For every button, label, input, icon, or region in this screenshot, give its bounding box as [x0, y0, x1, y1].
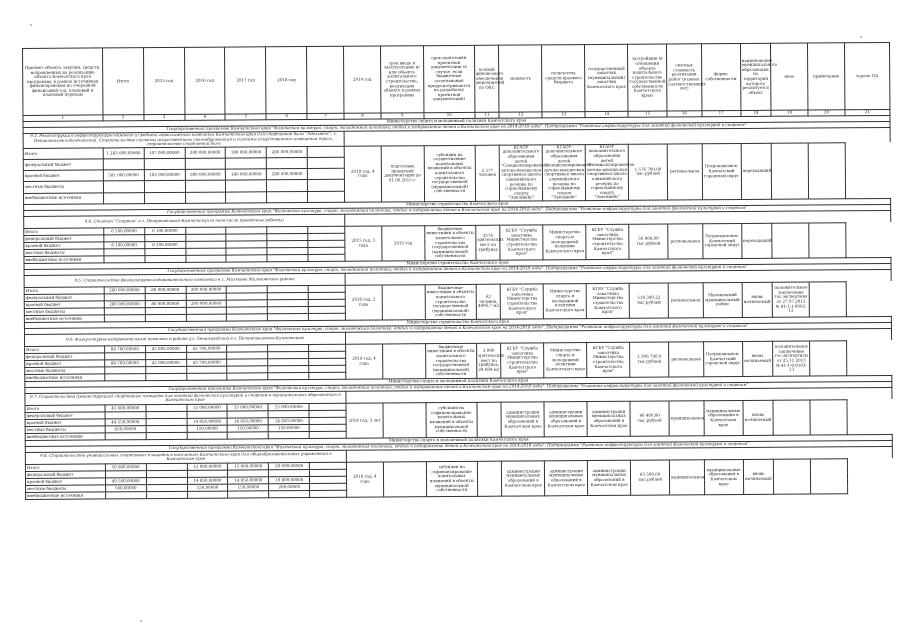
amount-2017: 14 850,00000 [228, 477, 269, 484]
note [771, 143, 808, 199]
finance-form: бюджетные инвестиции в объекты капитального строительства государственной (муниципальной) собственности [425, 343, 476, 378]
section-title: Министерство спорта и молодежной политики Камчатского края [25, 434, 892, 446]
finance-source-label: Итого [24, 287, 104, 295]
amount-2018: 280 000,00000 [266, 146, 307, 158]
amount-2018: 19 800,00000 [269, 476, 310, 483]
program-title: Государственная программа Камчатского края "Физическая культура, спорт, молодежная политика, отдых и оздоровление детей в Камчатском крае на 2014-2018 годы". Подпрограмма "Развитие инфраструктуры для занятий физической культурой и спортом" [23, 121, 890, 133]
investment-table [22, 42, 893, 500]
amount-2018: 280 000,00000 [267, 169, 308, 181]
amount-2016: 15 000,00000 [187, 463, 228, 470]
note [774, 459, 811, 494]
estimated-cost: 56 896,00 тыс.рублей [629, 224, 668, 259]
capacity: 2 577 человек [475, 145, 500, 201]
amount-2015: 6 100,00000 [144, 227, 185, 234]
amount-total: 88 700,00000 [104, 360, 145, 367]
scan-speck [30, 24, 32, 26]
finance-form: бюджетные инвестиции в объекты капитального строительства государственной (муниципальной) собственности [425, 284, 476, 319]
amount-2017 [228, 491, 269, 498]
column-number: 11 [475, 112, 500, 118]
finance-form: бюджетные инвестиции в объекты капитального строительства государственной (муниципальной) собственности [424, 225, 475, 260]
amount-2015: 6 100,00000 [144, 241, 185, 248]
amount-2016: 43 700,00000 [186, 345, 227, 352]
amount-total [103, 192, 144, 204]
municipality: Петропавловск-Камчатский городской округ [702, 143, 741, 199]
column-number: 13 [542, 112, 585, 118]
amount-total: 6 100,00000 [103, 228, 144, 235]
municipality: Мильковский муниципальный район [703, 282, 742, 317]
finance-source-label: краевой бюджет [24, 301, 104, 309]
program-title: Государственная программа Камчатского края "Физическая культура, спорт, молодежная политика, отдых и оздоровление детей в Камчатском крае на 2014-2018 годы". Подпрограмма "Развитие инфраструктуры для занятий физической культурой и спортом" [24, 322, 891, 334]
developer: КГБУ "Служба заказчика Министерства строительства Камчатского края" [587, 342, 630, 377]
amount-2018: 20 000,00000 [269, 462, 310, 469]
amount-2015 [144, 181, 185, 193]
ownership-form: муниципальная [669, 460, 704, 495]
column-number: 14 [585, 111, 628, 117]
note [773, 400, 810, 435]
estimated-cost: 65 500,00 тыс.рублей [631, 460, 670, 495]
finance-source-label: местные бюджеты [24, 308, 104, 316]
header-cell: срок подготовки проектной документации (в случае, если бюджетные ассигнования предусматриваются на разработку проектной документации) [423, 45, 475, 112]
amount-2015: 80 000,00000 [145, 300, 186, 307]
funds-recipient: КГБУ "Служба заказчика Министерства строительства Камчатского края" [501, 343, 544, 378]
finance-source-label: Итого [25, 464, 105, 472]
finance-source-label: внебюджетные источники [26, 492, 106, 500]
commissioning-term: 2018 год, 4 года [346, 344, 383, 379]
program-title: Государственная программа Камчатского края "Физическая культура, спорт, молодежная политика, отдых и оздоровление детей в Камчатском крае на 2014-2018 годы". Подпрограмма "Развитие инфраструктуры для занятий физической культурой и спортом" [24, 263, 891, 275]
task-cell [810, 341, 847, 376]
table-header-row [23, 42, 890, 115]
program-title: Государственная программа Камчатского края "Физическая культура, спорт, молодежная политика, отдых и оздоровление детей в Камчатском крае на 2014-2018 годы". Подпрограмма "Развитие инфраструктуры для занятий физической культурой и спортом" [25, 381, 892, 393]
amount-2017: 150,00000 [228, 484, 269, 491]
header-cell [307, 46, 344, 113]
header-cell: примечание [808, 43, 845, 110]
finance-source-label: Итого [25, 346, 105, 354]
task-cell [810, 400, 847, 435]
estimated-cost: 2 306 700,0 тыс.рублей [630, 342, 669, 377]
amount-2015: 107 000,00000 [144, 147, 185, 159]
amount-2018 [267, 158, 308, 170]
amount-2016 [187, 491, 228, 498]
task-cell [808, 143, 845, 199]
amount-2017: 180 000,00000 [226, 169, 267, 181]
capacity [477, 402, 502, 437]
column-number: 4 [184, 114, 225, 120]
finance-form: субсидии на осуществление капитальных вложений в объекты капитального строительства государственной (муниципальной) собственности [424, 145, 475, 201]
object-status: вновь начинаемый [742, 282, 773, 317]
header-cell: полный финансового обеспечения мероприятий по ОКС [474, 45, 499, 112]
amount-2016: 200 000,00000 [186, 286, 227, 293]
amount-2018 [267, 191, 308, 203]
finance-source-label: федеральный бюджет [25, 353, 105, 361]
header-cell: 2016 год [184, 47, 225, 114]
estimated-cost: 514 389,22 тыс.рублей [629, 283, 668, 318]
finance-source-label: краевой бюджет [25, 419, 105, 427]
finance-source-label: краевой бюджет [24, 242, 104, 250]
funds-recipient: администрации муниципальных образований в Камчатском крае [502, 461, 545, 496]
state-customer: Министерство спорта и молодежной политики Камчатского края [543, 224, 586, 259]
developer: администрации муниципальных образований в Камчатском крае [587, 401, 630, 436]
header-cell: иное [771, 43, 808, 110]
object-status: вновь начинаемый [743, 400, 774, 435]
finance-source-label: федеральный бюджет [25, 412, 105, 420]
finance-form: субсидии на софинансирование капитальных вложений в объекты муниципальной собственности [426, 402, 477, 437]
scan-speck [860, 36, 862, 38]
amount-2019 [307, 146, 344, 157]
header-cell: 2019 год [343, 46, 380, 113]
finance-source-label: краевой бюджет [23, 170, 103, 182]
funds-recipient: КГБУ "Служба заказчика Министерства строительства Камчатского края" [501, 284, 544, 319]
state-customer: Министерство спорта и молодежной политики Камчатского края [544, 342, 587, 377]
amount-2015: 80 000,00000 [145, 286, 186, 293]
finance-form: субсидии на софинансирование капитальных вложений в объекты муниципальной собственности [426, 461, 477, 496]
amount-total: 50 000,00000 [105, 464, 146, 471]
amount-2016: 150,00000 [187, 425, 228, 432]
section-title: Министерство строительства Камчатского края [24, 316, 891, 328]
finance-source-label: Итого [24, 228, 104, 236]
header-cell: застройщик (в отношении объекта капитального строительства государственной собственности Камчатского края) [628, 44, 667, 111]
amount-2015: 45 000,00000 [145, 359, 186, 366]
section-title: Министерство спорта и молодежной политики Камчатского края [23, 115, 890, 127]
task-cell [810, 459, 847, 494]
object-title: 9.5. Строительство физкультурно-оздоровительного комплекса в с. Мильково Мильковского района [24, 273, 345, 287]
column-number: 1 [23, 115, 103, 122]
commissioning-term: 2018 год, 3 лет [346, 403, 383, 438]
capacity: 2 000 зрительских мест на трибунах, 24 684 м2 [476, 343, 501, 378]
amount-total [103, 159, 144, 171]
amount-2016 [185, 192, 226, 204]
funds-recipient: КГБУ "Служба заказчика Министерства строительства Камчатского края" [500, 225, 543, 260]
amount-2015 [144, 158, 185, 170]
estimated-cost: 1 576 700,00 тыс.рублей [628, 144, 667, 200]
section-title: Министерство строительства Камчатского края [24, 257, 891, 269]
amount-2017: 180 000,00000 [226, 147, 267, 159]
amount-total: 581 000,00000 [103, 170, 144, 182]
commissioning-term: 2018 год, 4 года [344, 146, 381, 202]
column-number: 18 [741, 110, 772, 116]
amount-2018: 15 000,00000 [268, 403, 309, 410]
finance-source-label: Итого [23, 148, 103, 160]
header-cell: Итого [102, 48, 143, 115]
amount-total: 45 000,00000 [105, 405, 146, 412]
finance-source-label: внебюджетные источники [24, 315, 104, 323]
header-cell: получатель средств краевого бюджета [542, 45, 585, 112]
ownership-form: региональная [668, 283, 703, 318]
capacity: 62 человек, 4406,7 м2 [476, 284, 501, 319]
amount-total: 280 000,00000 [104, 301, 145, 308]
amount-2018 [267, 180, 308, 192]
object-title: 9.6. Физкультурно-оздоровительный комплекс в районе ул. Ленинградской в г. Петропавловске-Камчатском [24, 332, 345, 346]
object-status: переходящий [741, 223, 772, 258]
estimated-cost: 46 400,00 тыс.рублей [630, 401, 669, 436]
document-sheet [22, 42, 894, 608]
developer: КГБУ "Служба заказчика Министерства строительства Камчатского края" [586, 224, 629, 259]
amount-2019 [307, 157, 344, 168]
column-number: 19 [771, 110, 808, 116]
note: положительное заключение гос.экспертизы от 25.11.2013 № 41-1-6-0103-13 [773, 341, 810, 376]
note [772, 223, 809, 258]
design-term [383, 403, 426, 438]
amount-2016: 150,00000 [187, 484, 228, 491]
amount-2016: 15 000,00000 [187, 404, 228, 411]
header-cell: 2018 год [266, 47, 307, 114]
amount-2017: 15 000,00000 [227, 404, 268, 411]
amount-total [103, 181, 144, 193]
state-customer: КГАОУ дополнительного образования детей "Специализированная детско-юношеская спортивная школа олимпийского резерва по горнолыжному спорту "Эдельвейс" [544, 143, 592, 200]
object-title: 9.4. Стадион "Спартак" в г. Петропавловск-Камчатский (в том числе проектные работы) [24, 214, 345, 228]
amount-2017 [226, 180, 267, 192]
column-number: 15 [628, 111, 667, 117]
header-cell: задача ОД [844, 42, 890, 109]
amount-2016 [185, 158, 226, 170]
column-number: 16 [667, 111, 702, 117]
amount-2015: 45 000,00000 [145, 345, 186, 352]
ownership-form: региональная [667, 144, 702, 200]
column-number: 20 [808, 110, 845, 116]
object-status: вновь начинаемый [743, 459, 774, 494]
funds-recipient: КГАОУ дополнительного образования детей "Специализированная детско-юношеская спортивная школа олимпийского резерва по горнолыжному спорту "Эдельвейс" [501, 144, 549, 200]
column-number: 17 [702, 110, 741, 116]
finance-source-label: Итого [25, 405, 105, 413]
amount-2019 [308, 191, 345, 203]
task-cell [809, 282, 846, 317]
amount-total: 450,00000 [105, 426, 146, 433]
municipality: Петропавловск-Камчатский городской округ [703, 223, 742, 258]
municipality: муниципальные образования в Камчатском крае [704, 459, 743, 494]
finance-source-label: местные бюджеты [25, 367, 105, 375]
column-number: 3 [144, 114, 185, 120]
developer: КГАОУ дополнительного образования детей "Специализированная детско-юношеская спортивная школа олимпийского резерва по горнолыжному спорту "Эдельвейс" [587, 143, 635, 200]
ownership-form: региональная [669, 342, 704, 377]
amount-2015: 102 000,00000 [144, 170, 185, 182]
header-cell: государственный заказчик (муниципальный) заказчик Камчатского края [585, 44, 628, 111]
amount-2016: 14 850,00000 [187, 418, 228, 425]
amount-total: 44 550,00000 [105, 419, 146, 426]
column-number: 7 [307, 113, 344, 119]
amount-2017 [226, 158, 267, 170]
object-status: вновь начинаемый [742, 341, 773, 376]
scan-speck [140, 620, 142, 622]
amount-2016: 43 700,00000 [186, 359, 227, 366]
finance-source-label: федеральный бюджет [24, 294, 104, 302]
amount-2019 [310, 490, 347, 497]
finance-source-label: местные бюджеты [26, 485, 106, 493]
amount-2016 [185, 181, 226, 193]
finance-source-label: местные бюджеты [25, 426, 105, 434]
finance-source-label: местные бюджеты [23, 181, 103, 193]
amount-total: 280 000,00000 [104, 287, 145, 294]
finance-source-label: внебюджетные источники [25, 433, 105, 441]
design-term [383, 462, 426, 497]
capacity [477, 461, 502, 496]
amount-2016: 300 000,00000 [185, 169, 226, 181]
amount-total: 1 283 000,00000 [103, 147, 144, 159]
header-cell: 2017 год [225, 47, 266, 114]
amount-2017: 14 850,00000 [227, 418, 268, 425]
amount-2016: 200 000,00000 [186, 300, 227, 307]
municipality: Петропавловск-Камчатский городской округ [703, 341, 742, 376]
amount-total [105, 492, 146, 499]
program-title: Государственная программа Камчатского края "Физическая культура, спорт, молодежная политика, отдых и оздоровление детей в Камчатском крае на 2014-2018 годы". Подпрограмма "Развитие инфраструктуры для занятий физической культурой и спортом" [25, 440, 892, 452]
object-title: 9.7. Строительство (реконструкция) спортивных площадок для занятий физической культурой и спортом в муниципальных образованиях в Камчатском крае [25, 391, 346, 405]
amount-2018: 150,00000 [268, 424, 309, 431]
finance-source-label: краевой бюджет [26, 478, 106, 486]
ownership-form: муниципальная [669, 401, 704, 436]
finance-source-label: федеральный бюджет [25, 471, 105, 479]
amount-2018: 200,00000 [269, 483, 310, 490]
developer: администрации муниципальных образований в Камчатском крае [588, 460, 631, 495]
object-title: 9.3. Реконструкция инфраструктуры нижнего и среднего горнолыжного комплекса Камчатского края для спортивной базы "Эдельвейс", г. Петропавловск-Камчатский. Строительство системы искусственного снегообразования и системы искусственного освещения трасс, строительство спортивной базы [23, 131, 344, 148]
state-customer: администрации муниципальных образований в Камчатском крае [544, 401, 587, 436]
design-term [382, 344, 425, 379]
section-title: Министерство спорта и молодежной политики Камчатского края [25, 375, 892, 387]
header-cell: Предмет объекта закупки, средств, направленных на реализацию объекта Камчатского края программы, в рамках источников финансирования на очередной финансовый год, плановый и плановый периоды [23, 48, 103, 116]
design-term: 2015 год [382, 226, 425, 261]
program-title: Государственная программа Камчатского края "Физическая культура, спорт, молодежная политика, отдых и оздоровление детей в Камчатском крае на 2014-2018 годы". Подпрограмма "Развитие инфраструктуры для занятий физической культурой и спортом" [24, 204, 891, 216]
amount-2017: 150,00000 [228, 425, 269, 432]
state-customer: администрации муниципальных образований в Камчатском крае [545, 460, 588, 495]
developer: КГБУ "Служба заказчика Министерства строительства Камчатского края" [586, 283, 629, 318]
amount-total: 49 500,00000 [105, 478, 146, 485]
task-cell [809, 223, 846, 258]
amount-2015 [146, 491, 187, 498]
state-customer: Министерство спорта и молодежной политики Камчатского края [543, 283, 586, 318]
header-cell: наименование муниципального образования, на территории которого реализуется объект [740, 43, 771, 110]
column-number: 12 [499, 112, 542, 118]
finance-source-label: краевой бюджет [25, 360, 105, 368]
amount-2019 [308, 168, 345, 179]
amount-total: 6 100,00000 [104, 242, 145, 249]
commissioning-term: 2015 год, 3 года [345, 226, 382, 261]
finance-source-label: местные бюджеты [24, 249, 104, 257]
column-number: 5 [225, 114, 266, 120]
amount-2015 [144, 192, 185, 204]
note: положительное заключение гос.экспертизы от 27.07.2012 № 41-1-1-0002-12 [772, 282, 809, 317]
amount-2018 [269, 490, 310, 497]
ownership-form: региональная [668, 224, 703, 259]
column-number: 9 [381, 113, 424, 119]
object-status: переходящий [741, 143, 772, 199]
header-cell: сметная стоимость реализации работ (в ценах соответствующих лет) [667, 44, 702, 111]
funds-recipient: администрации муниципальных образований в Камчатском крае [501, 402, 544, 437]
finance-source-label: федеральный бюджет [24, 235, 104, 243]
header-cell: срок ввода в эксплуатацию и/ или объекта капитального строительства, реализация объекта в рамках программы [380, 46, 423, 113]
amount-total: 500,00000 [105, 485, 146, 492]
header-cell: мощность [499, 45, 542, 112]
municipality: муниципальные образования в Камчатском крае [704, 400, 743, 435]
amount-2016: 300 000,00000 [185, 147, 226, 159]
finance-source-label: внебюджетные источники [24, 193, 104, 205]
column-number: 8 [344, 113, 381, 119]
column-number: 6 [266, 114, 307, 120]
capacity: 3576 зрительских мест на трибунах [476, 225, 501, 260]
section-title: Министерство строительства Камчатского края [24, 198, 891, 210]
amount-2019 [308, 180, 345, 191]
amount-2017 [226, 191, 267, 203]
header-cell: форма собственности [701, 43, 740, 110]
column-number: 10 [424, 112, 475, 118]
finance-source-label: внебюджетные источники [24, 256, 104, 264]
column-number: 21 [845, 109, 890, 115]
column-number: 2 [103, 115, 144, 121]
finance-source-label: внебюджетные источники [25, 374, 105, 382]
amount-2018: 14 850,00000 [268, 417, 309, 424]
amount-2017: 15 000,00000 [228, 463, 269, 470]
design-term [382, 285, 425, 320]
object-title: 9.8. Строительство универсальных спортивных площадок в поселениях Камчатского края для общеобразовательных учреждений в Камчатском крае [25, 450, 346, 464]
amount-2016: 14 850,00000 [187, 477, 228, 484]
commissioning-term: 2016 год, 2 года [345, 285, 382, 320]
finance-source-label: федеральный бюджет [23, 159, 103, 171]
design-term: подготовка проектной документации до 01.06.2015 г. [381, 145, 424, 201]
amount-total: 88 700,00000 [104, 346, 145, 353]
commissioning-term: 2018 год, 4 года [346, 462, 383, 497]
header-cell: 2015 год [143, 47, 184, 114]
